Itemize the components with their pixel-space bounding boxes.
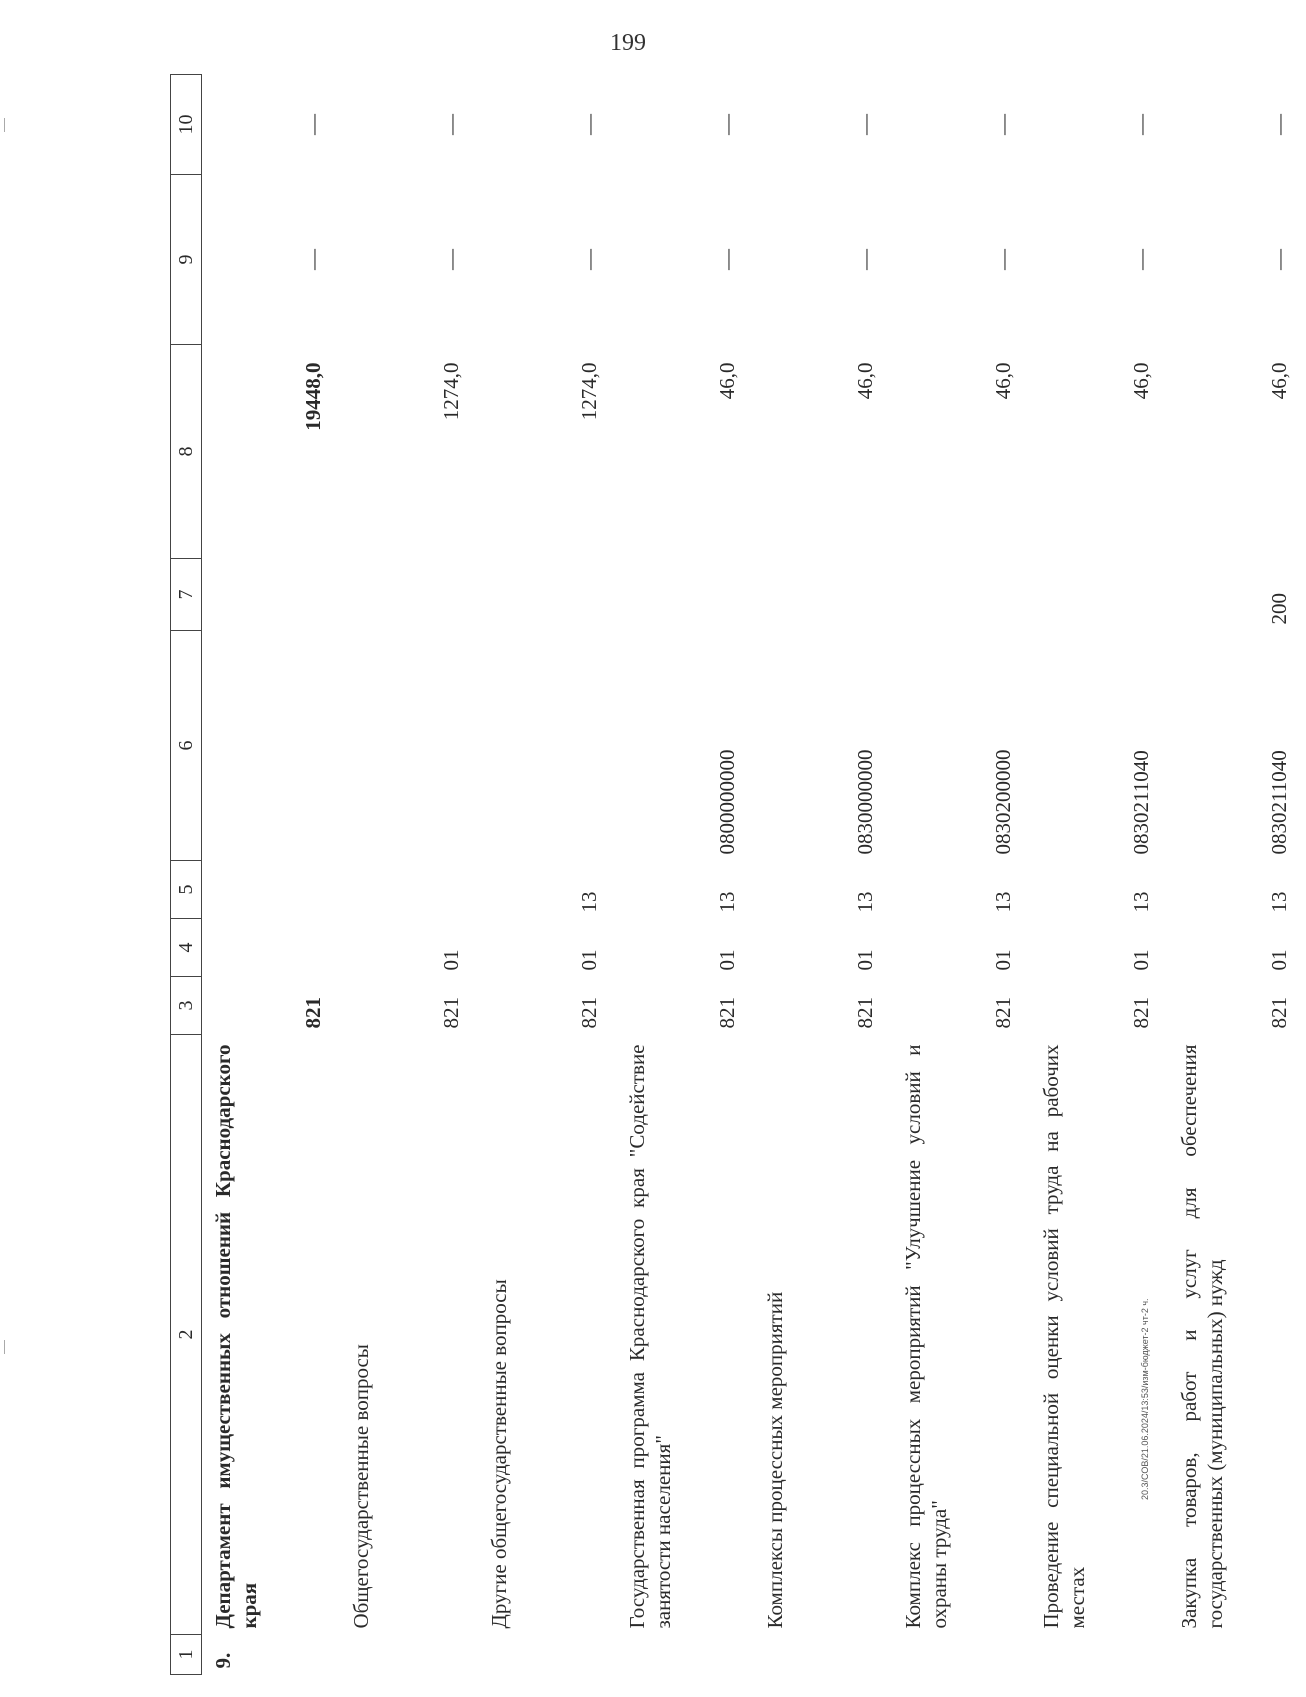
col-7-value xyxy=(892,559,1030,631)
table-row xyxy=(1168,75,1306,1675)
column-header: 1 xyxy=(171,1635,202,1675)
col-6-value: 0830200000 xyxy=(991,749,1015,855)
col-4-value: 01 xyxy=(991,949,1015,971)
col-8-value: 46,0 xyxy=(1129,362,1153,400)
col-10-value: — xyxy=(991,114,1015,135)
table-row xyxy=(202,75,341,1675)
row-number: 9. xyxy=(211,1652,235,1669)
col-8-value: 46,0 xyxy=(991,362,1015,400)
row-description: Департамент имущественных отношений Краснодарского края xyxy=(211,1044,261,1629)
col-6-value xyxy=(202,631,341,861)
col-9-value: — xyxy=(715,249,739,270)
col-5-value xyxy=(202,861,341,919)
column-header: 7 xyxy=(171,559,202,631)
col-9-value: — xyxy=(991,249,1015,270)
col-7-value xyxy=(202,559,341,631)
col-4-value: 01 xyxy=(577,949,601,971)
col-8-value: 1274,0 xyxy=(439,362,463,421)
col-4-value: 01 xyxy=(715,949,739,971)
col-4-value: 01 xyxy=(1129,949,1153,971)
col-9-value: — xyxy=(577,249,601,270)
col-7-value xyxy=(616,559,754,631)
col-7-value xyxy=(1030,559,1168,631)
col-8-value: 19448,0 xyxy=(301,362,325,431)
col-5-value: 13 xyxy=(1267,891,1291,913)
row-description: Закупка товаров, работ и услуг для обеспечения государственных (муниципальных) нужд xyxy=(1177,1044,1227,1629)
footer-document-code: 20.3/СОВ/21.06.2024/13:53/изм-бюджет-2 чт-2 ч. xyxy=(1140,1298,1150,1500)
col-5-value: 13 xyxy=(715,891,739,913)
col-3-value: 821 xyxy=(301,997,325,1029)
col-10-value: — xyxy=(1129,114,1153,135)
col-3-value: 821 xyxy=(577,997,601,1029)
budget-table-wrapper xyxy=(170,75,1291,1675)
col-8-value: 46,0 xyxy=(715,362,739,400)
col-5-value: 13 xyxy=(991,891,1015,913)
col-6-value: 0830211040 xyxy=(1267,750,1291,855)
margin-mark xyxy=(4,1340,5,1354)
col-6-value: 0830211040 xyxy=(1129,750,1153,855)
col-9-value: — xyxy=(439,249,463,270)
row-description: Комплекс процессных мероприятий "Улучшение условий и охраны труда" xyxy=(901,1044,951,1629)
budget-table xyxy=(170,74,1306,1675)
col-3-value: 821 xyxy=(1267,997,1291,1029)
col-3-value: 821 xyxy=(439,997,463,1029)
col-9-value: — xyxy=(1129,249,1153,270)
page-number: 199 xyxy=(610,30,646,56)
row-description: Государственная программа Краснодарского края "Содействие занятости населения" xyxy=(625,1044,675,1629)
column-header: 3 xyxy=(171,977,202,1035)
col-10-value: — xyxy=(301,114,325,135)
table-header-row xyxy=(171,75,202,1675)
col-8-value: 46,0 xyxy=(1267,362,1291,400)
col-5-value: 13 xyxy=(853,891,877,913)
row-number xyxy=(1168,1635,1306,1675)
col-9-value: — xyxy=(853,249,877,270)
margin-mark xyxy=(4,118,5,132)
col-5-value: 13 xyxy=(577,891,601,913)
column-header: 9 xyxy=(171,175,202,345)
col-3-value: 821 xyxy=(853,997,877,1029)
col-10-value: — xyxy=(1267,114,1291,135)
col-10-value: — xyxy=(577,114,601,135)
col-6-value: 0800000000 xyxy=(715,749,739,855)
col-6-value xyxy=(478,631,616,861)
table-row xyxy=(478,75,616,1675)
col-4-value: 01 xyxy=(439,949,463,971)
col-10-value: — xyxy=(715,114,739,135)
column-header: 8 xyxy=(171,345,202,559)
col-10-value: — xyxy=(853,114,877,135)
col-8-value: 46,0 xyxy=(853,362,877,400)
col-5-value: 13 xyxy=(1129,891,1153,913)
col-7-value xyxy=(478,559,616,631)
row-number xyxy=(892,1635,1030,1675)
col-4-value: 01 xyxy=(1267,949,1291,971)
col-4-value: 01 xyxy=(853,949,877,971)
col-6-value xyxy=(340,631,478,861)
col-6-value: 0830000000 xyxy=(853,749,877,855)
row-number xyxy=(340,1635,478,1675)
row-description: Общегосударственные вопросы xyxy=(349,1344,373,1629)
col-5-value xyxy=(340,861,478,919)
col-9-value: — xyxy=(1267,249,1291,270)
col-7-value: 200 xyxy=(1267,593,1291,625)
col-4-value xyxy=(202,919,341,977)
row-number xyxy=(616,1635,754,1675)
col-3-value: 821 xyxy=(715,997,739,1029)
row-description: Другие общегосударственные вопросы xyxy=(487,1279,511,1629)
col-9-value: — xyxy=(301,249,325,270)
col-7-value xyxy=(754,559,892,631)
column-header: 10 xyxy=(171,75,202,175)
table-row xyxy=(892,75,1030,1675)
col-3-value: 821 xyxy=(1129,997,1153,1029)
row-number xyxy=(754,1635,892,1675)
col-10-value: — xyxy=(439,114,463,135)
column-header: 4 xyxy=(171,919,202,977)
col-8-value: 1274,0 xyxy=(577,362,601,421)
column-header: 6 xyxy=(171,631,202,861)
column-header: 5 xyxy=(171,861,202,919)
column-header: 2 xyxy=(171,1035,202,1635)
col-3-value: 821 xyxy=(991,997,1015,1029)
table-row xyxy=(754,75,892,1675)
table-row xyxy=(616,75,754,1675)
row-description: Проведение специальной оценки условий труда на рабочих местах xyxy=(1039,1044,1089,1629)
row-number xyxy=(1030,1635,1168,1675)
row-number xyxy=(478,1635,616,1675)
col-7-value xyxy=(340,559,478,631)
table-row xyxy=(340,75,478,1675)
row-description: Комплексы процессных мероприятий xyxy=(763,1291,787,1629)
